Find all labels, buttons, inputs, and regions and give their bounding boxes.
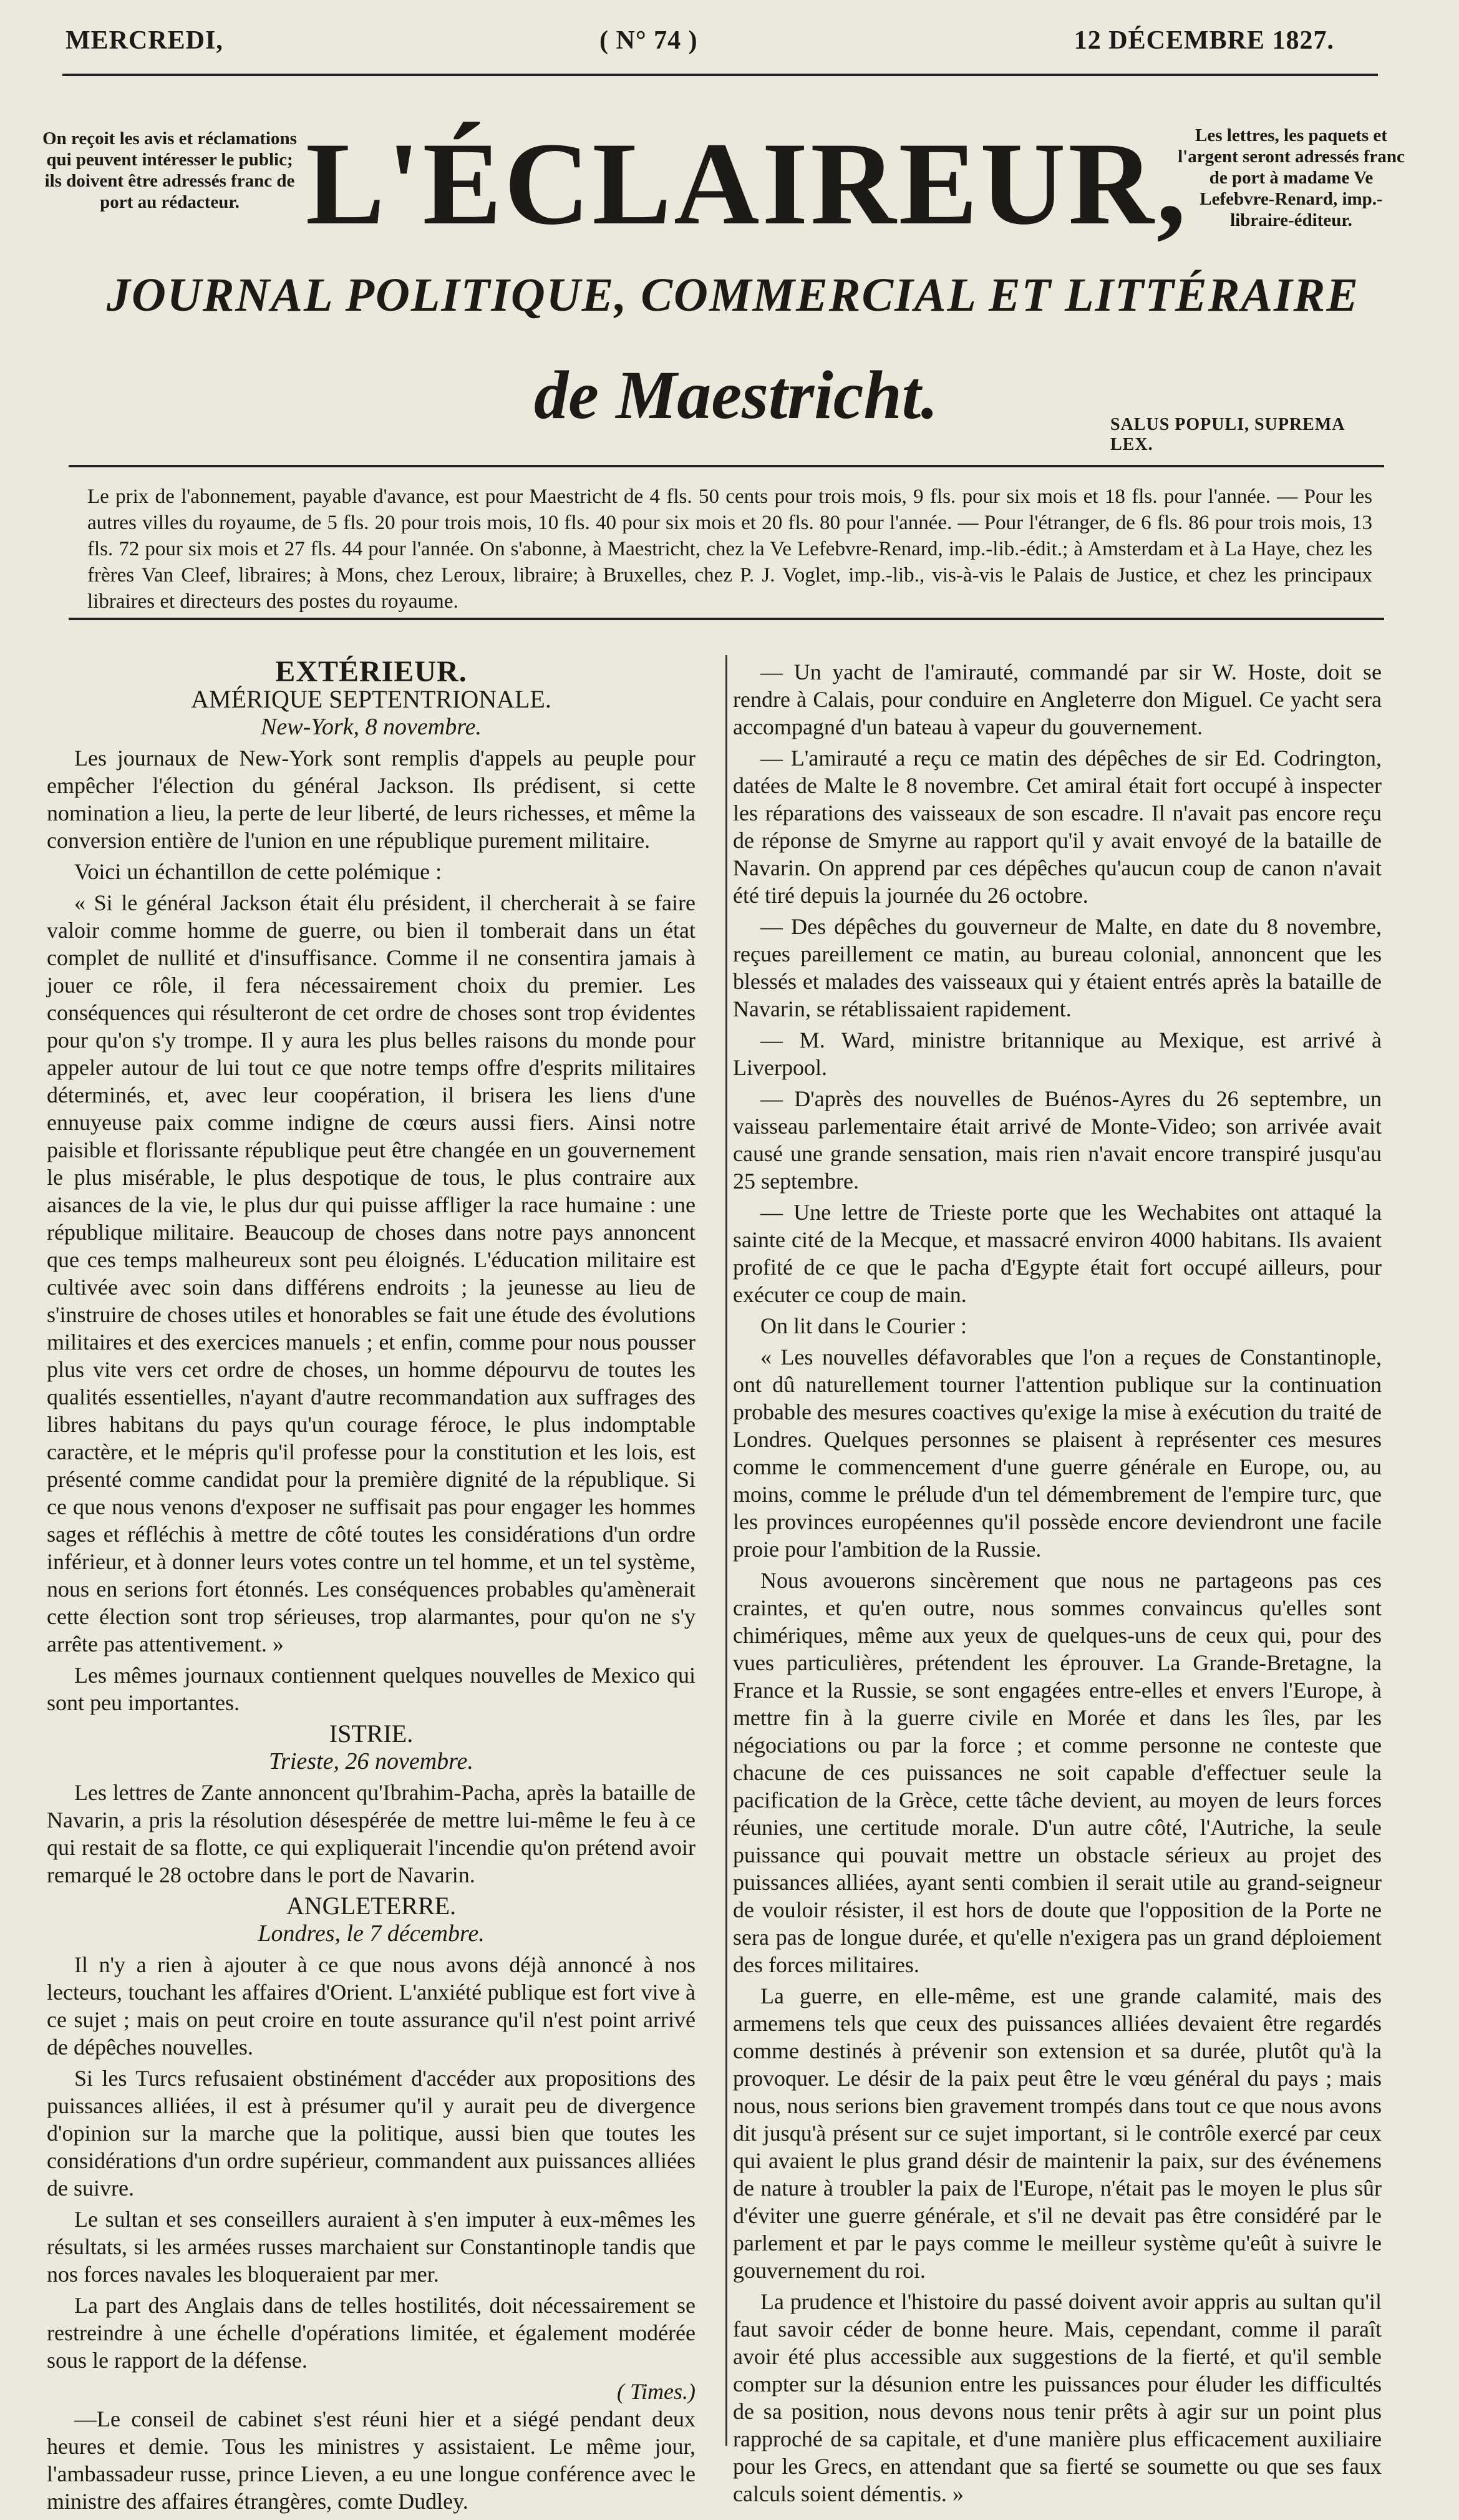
newspaper-city: de Maestricht. [534,357,938,433]
article-paragraph: Le sultan et ses conseillers auraient à s'en imputer à eux-mêmes les résultats, si les armées russes marchaient sur Constantinople tandis que nos forces navales les bloqueraient par mer. [47,2207,696,2287]
article-paragraph: « Si le général Jackson était élu président, il chercherait à se faire valoir comme homme de guerre, ou bien il tomberait dans un état complet de nullité et d'insuffisance. Comme il ne consentira jamais à jouer ce rôle, il fera nécessairement choix du premier. Les conséquences qui résulteront de cet ordre de choses sont trop évidentes pour qu'on s'y trompe. Il y aura les plus belles raisons du monde pour appeler autour de lui tout ce que notre temps offre d'esprits militaires déterminés, et, avec leur coopération, il brisera les liens d'une ennuyeuse paix comme indigne de cœurs aussi fiers. Ainsi notre paisible et florissante république peut être changée en un gouvernement le plus misérable, le plus despotique de tous, le plus contraire aux aisances de la vie, le plus dur qui puisse affliger la race humaine : une république militaire. Beaucoup de choses dans notre pays annoncent que ces temps malheureux sont peu éloignés. L'éducation militaire est cultivée avec soin dans différens endroits ; la jeunesse au lieu de s'instruire de choses utiles et honorables se fait une étude des évolutions militaires et des exercices manuels ; et enfin, comme pour nous pousser plus vite vers cet ordre de choses, un homme dépourvu de toutes les qualités essentielles, n'ayant d'autre recommandation aux suffrages des libres habitans du pays qu'un courage féroce, le plus indomptable caractère, et le mépris qu'il professe pour la constitution et les lois, est présenté comme candidat pour la première dignité de la république. Si ce que nous venons d'exposer ne suffisait pas pour engager les hommes sages et réfléchis à mettre de côté toutes les considérations d'un ordre inférieur, et à donner leurs votes contre un tel homme, et un tel système, nous en serions fort étonnés. Les conséquences probables qu'amènerait cette élection sont trop sérieuses, trop alarmantes, pour qu'on ne s'y arrête pas attentivement. » [47,890,696,1656]
dateline-place: Trieste, 26 novembre. [269,1748,473,1774]
region-heading: ANGLETERRE. [286,1892,457,1920]
article-paragraph: Nous avouerons sincèrement que nous ne partageons pas ces craintes, et qu'en outre, nous sommes convaincus qu'elles sont chimériques, même aux yeux de quelques-uns de ceux qui, pour des vues particulières, prétendent les éprouver. La Grande-Bretagne, la France et la Russie, se sont engagées entre-elles et envers l'Europe, à mettre fin à la guerre civile en Morée et dans les îles, par les négociations ou par la force ; et comme personne ne conteste que chacune de ces puissances ne soit capable d'effectuer seule la pacification de la Grèce, cette tâche devient, au moyen de leurs forces réunies, une certitude morale. D'un autre côté, l'Autriche, la seule puissance qui pouvait mettre un obstacle sérieux au projet des puissances alliées, ayant senti combien il serait utile au grand-seigneur de vouloir résister, il est hors de doute que l'opposition de la Porte ne sera pas de longue durée, et qu'elle n'exigera pas un grand déploiement des forces militaires. [733,1568,1382,1977]
article-paragraph: Les journaux de New-York sont remplis d'appels au peuple pour empêcher l'élection du général Jackson. Ils prédisent, si cette nomination a lieu, la perte de leur liberté, de leurs richesses, et même la conversion entière de l'union en une république purement militaire. [47,746,696,853]
subscription-notice: Le prix de l'abonnement, payable d'avance, est pour Maestricht de 4 fls. 50 cents pour trois mois, 9 fls. pour six mois et 18 fls. pour l'année. — Pour les autres villes du royaume, de 5 fls. 20 pour trois mois, 10 fls. 40 pour six mois et 20 fls. 80 pour l'année. — Pour l'étranger, de 6 fls. 86 pour trois mois, 13 fls. 72 pour six mois et 27 fls. 44 pour l'année. On s'abonne, à Maestricht, chez la Ve Lefebvre-Renard, imp.-lib.-édit.; à Amsterdam et à La Haye, chez les frères Van Cleef, libraires; à Mons, chez Leroux, libraire; à Bruxelles, chez P. J. Voglet, imp.-lib., vis-à-vis le Palais de Justice, et chez les principaux libraires et directeurs des postes du royaume. [87,485,1372,613]
notice-left: On reçoit les avis et réclamations qui peuvent intéresser le public; ils doivent être adressés franc de port au rédacteur. [42,129,297,212]
article-paragraph: La prudence et l'histoire du passé doivent avoir appris au sultan qu'il faut savoir céder de bonne heure. Mais, cependant, comme il paraît avoir été plus accessible aux suggestions de la fierté, et qu'il semble compter sur la désunion entre les puissances pour éluder les difficultés de sa position, nous devons nous tenir prêts à agir sur un point plus rapproché de sa capitale, et d'une manière plus efficacement auxiliaire pour les Grecs, en attendant que sa fierté se soumette ou que ses faux calculs soient démentis. » [733,2289,1382,2506]
section-heading: EXTÉRIEUR. [275,655,467,688]
issue-date: 12 DÉCEMBRE 1827. [1074,26,1334,55]
motto: SALUS POPULI, SUPREMA LEX. [1110,415,1344,454]
region-heading: AMÉRIQUE SEPTENTRIONALE. [191,685,551,713]
left-column [47,655,696,2519]
region-heading: ISTRIE. [329,1720,414,1748]
article-paragraph: On lit dans le Courier : [760,1313,967,1338]
article-paragraph: — Une lettre de Trieste porte que les Wechabites ont attaqué la sainte cité de la Mecque, et massacré environ 4000 habitans. Ils avaient profité de ce que le pacha d'Egypte était fort occupé ailleurs, pour exécuter ce coup de main. [733,1200,1382,1307]
article-paragraph: — D'après des nouvelles de Buénos-Ayres du 26 septembre, un vaisseau parlementaire était arrivé de Monte-Video; son arrivée avait causé une grande sensation, mais rien n'avait encore transpiré jusqu'au 25 septembre. [733,1086,1382,1194]
notice-right: Les lettres, les paquets et l'argent seront adressés franc de port à madame Ve Lefebvre-Renard, imp.-libraire-éditeur. [1178,125,1405,230]
article-paragraph: « Les nouvelles défavorables que l'on a reçues de Constantinople, ont dû naturellement tourner l'attention publique sur la continuation probable des mesures coactives qu'exige la mise à exécution du traité de Londres. Quelques personnes se plaisent à représenter ces mesures comme le commencement d'une guerre générale en Europe, ou, au moins, comme le prélude d'un tel démembrement de l'empire turc, que les provinces européennes qu'il possède encore deviendront une facile proie pour l'ambition de la Russie. [733,1345,1382,1562]
article-paragraph: Il n'y a rien à ajouter à ce que nous avons déjà annoncé à nos lecteurs, touchant les affaires d'Orient. L'anxiété publique est fort vive à ce sujet ; mais on peut croire en toute assurance qu'il n'est point arrivé de dépêches nouvelles. [47,1952,696,2060]
dateline-rule [62,74,1378,76]
article-paragraph: Voici un échantillon de cette polémique : [74,859,442,884]
source-attribution: ( Times.) [617,2379,696,2404]
article-paragraph: La part des Anglais dans de telles hostilités, doit nécessairement se restreindre à une échelle d'opérations limitée, et également modérée sous le rapport de la défense. [47,2293,696,2373]
article-paragraph: Les lettres de Zante annoncent qu'Ibrahim-Pacha, après la bataille de Navarin, a pris la résolution désespérée de mettre lui-même le feu à ce qui restait de sa flotte, ce qui expliquerait l'incendie qu'on prétend avoir remarqué le 28 octobre dans le port de Navarin. [47,1780,696,1887]
dateline-place: New-York, 8 novembre. [261,714,482,740]
newspaper-subtitle: JOURNAL POLITIQUE, COMMERCIAL ET LITTÉRAIRE [106,269,1360,321]
article-paragraph: La guerre, en elle-même, est une grande calamité, mais des armemens tels que ceux des puissances alliées devaient être regardés comme destinés à prévenir son extension et sa durée, plutôt qu'à la provoquer. Le désir de la paix peut être le vœu général du pays ; mais nous, nous serions bien gravement trompés dans tout ce que nous avons dit jusqu'à présent sur ce sujet important, si le contrôle exercé par ceux qui avaient le plus grand désir de maintenir la paix, sur des événemens de nature à troubler la paix de l'Europe, n'était pas le moyen le plus sûr d'éviter une guerre générale, et s'il ne devait pas être considéré par le parlement et par le pays comme le meilleur système qu'eût à suivre le gouvernement du roi. [733,1983,1382,2283]
issue-number: ( N° 74 ) [599,26,698,55]
article-paragraph: — M. Ward, ministre britannique au Mexique, est arrivé à Liverpool. [733,1028,1382,1080]
article-paragraph: — L'amirauté a reçu ce matin des dépêches de sir Ed. Codrington, datées de Malte le 8 novembre. Cet amiral était fort occupé à inspecter les réparations des vaisseaux de son escadre. Il n'avait pas encore reçu de réponse de Smyrne au rapport qu'il y avait envoyé de la bataille de Navarin. On apprend par ces dépêches qu'aucun coup de canon n'avait été tiré depuis la journée du 26 octobre. [733,746,1382,908]
issue-day: MERCREDI, [65,26,223,55]
dateline-place: Londres, le 7 décembre. [258,1920,485,1947]
article-paragraph: Les mêmes journaux contiennent quelques nouvelles de Mexico qui sont peu importantes. [47,1663,696,1715]
columns-rule [69,618,1384,620]
article-paragraph: —Le conseil de cabinet s'est réuni hier et a siégé pendant deux heures et demie. Tous les ministres y assistaient. Le même jour, l'ambassadeur russe, prince Lieven, a eu une longue conférence avec le ministre des affaires étrangères, comte Dudley. [47,2406,696,2514]
header-rule [69,465,1384,467]
dateline [65,19,1334,62]
article-paragraph: — Des dépêches du gouverneur de Malte, en date du 8 novembre, reçues pareillement ce matin, au bureau colonial, annoncent que les blessés et malades des vaisseaux qui y étaient entrés après la bataille de Navarin, se rétablissaient rapidement. [733,914,1382,1021]
article-paragraph: Si les Turcs refusaient obstinément d'accéder aux propositions des puissances alliées, il est à présumer qu'il y aurait peu de divergence d'opinion sur la marche que la politique, aussi bien que toutes les considérations d'un ordre supérieur, commandent aux puissances alliées de suivre. [47,2066,696,2201]
right-column [733,658,1382,2511]
newspaper-title: L'ÉCLAIREUR, [306,119,1189,250]
column-divider [725,655,727,2446]
article-paragraph: — Un yacht de l'amirauté, commandé par sir W. Hoste, doit se rendre à Calais, pour conduire en Angleterre don Miguel. Ce yacht sera accompagné d'un bateau à vapeur du gouvernement. [733,659,1382,739]
